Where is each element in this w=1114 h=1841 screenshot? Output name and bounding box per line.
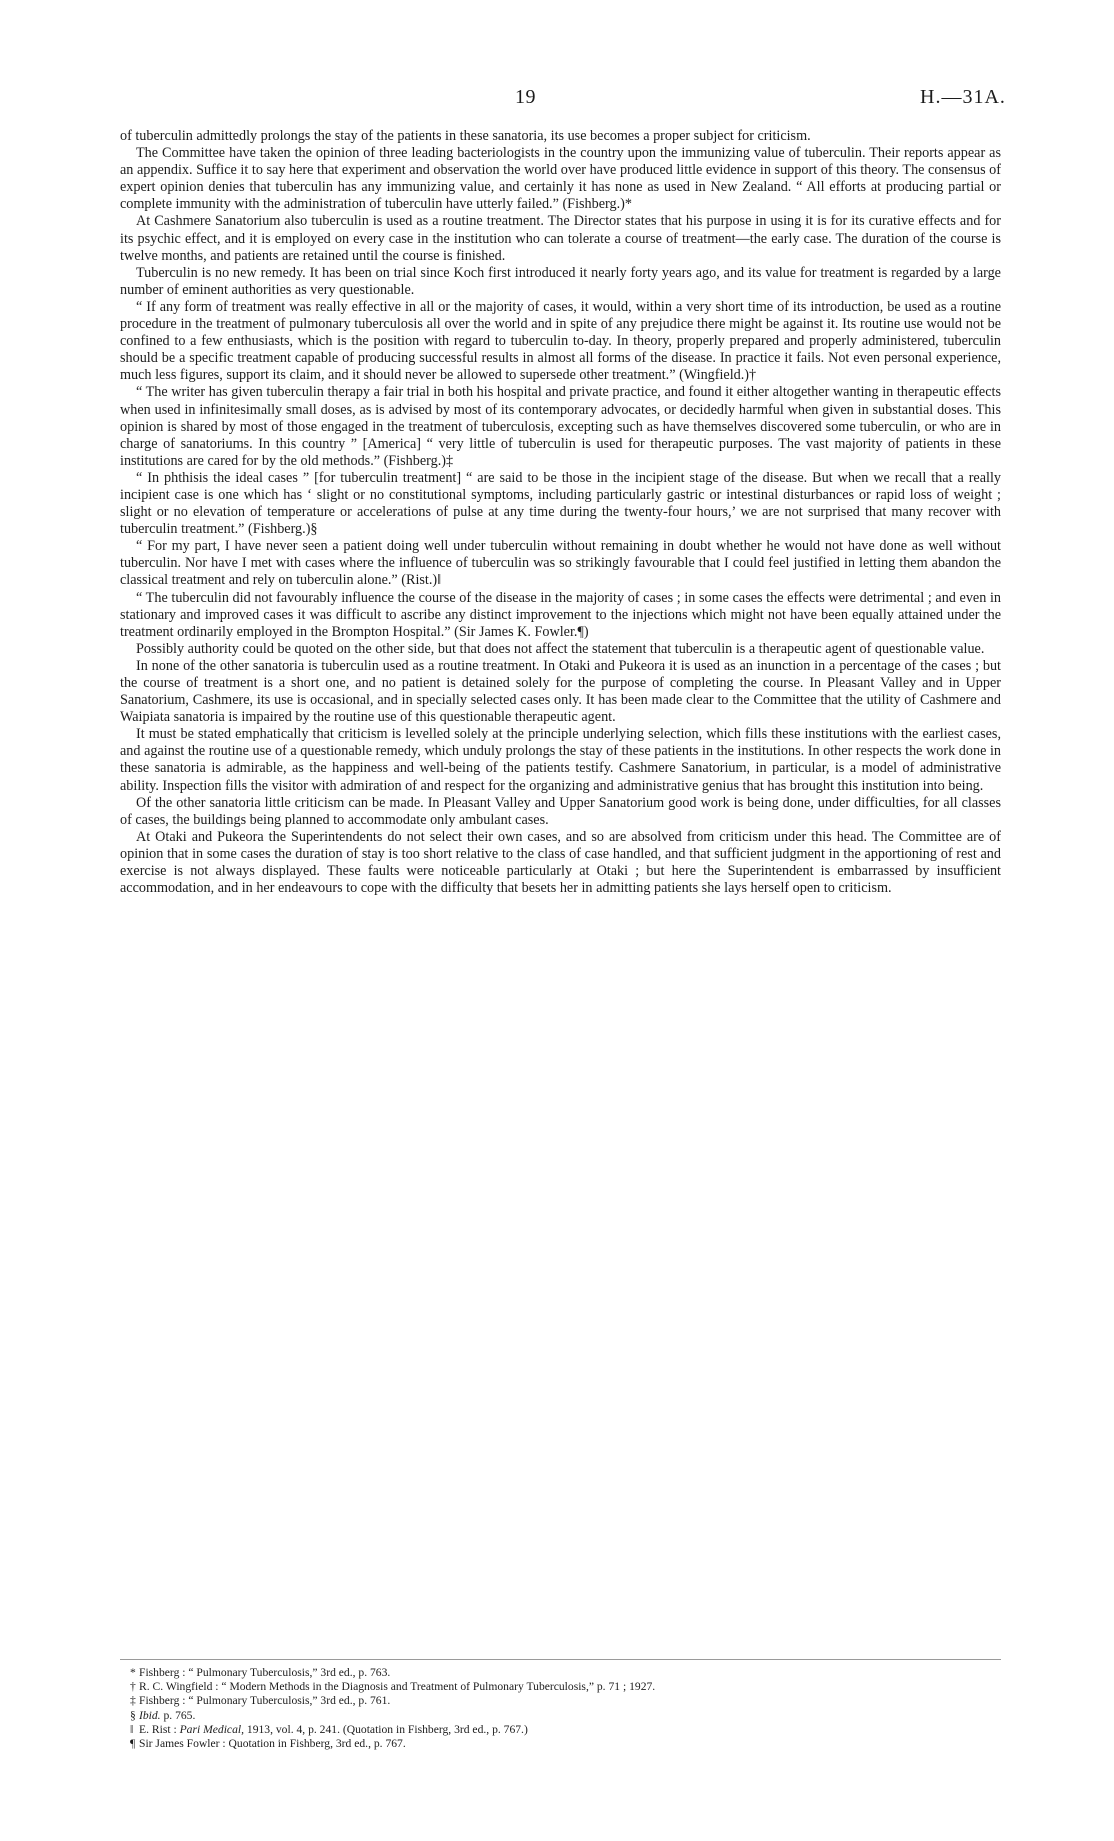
footnotes xyxy=(130,1666,1000,1751)
footnote-mark: * xyxy=(130,1666,136,1679)
paragraph: Tuberculin is no new remedy. It has been on trial since Koch first introduced it nearly forty years ago, and its value for treatment is regarded by a large number of eminent authorities as very questionable. xyxy=(120,264,1001,298)
quotation-paragraph: “ If any form of treatment was really effective in all or the majority of cases, it would, within a very short time of its introduction, be used as a routine procedure in the treatment of pulmonary tuberculosis all over the world and in spite of any prejudice there might be against it. Its routine use would not be confined to a few enthusiasts, which is the position with regard to tuberculin to-day. In theory, properly prepared and properly administered, tuberculin should be a specific treatment capable of producing successful results in almost all forms of the disease. In practice it fails. Not even personal experience, much less figures, support its claim, and it should never be allowed to supersede other treatment.” (Wingfield.)† xyxy=(120,298,1001,384)
quotation-paragraph: “ In phthisis the ideal cases ” [for tuberculin treatment] “ are said to be those in the incipient stage of the disease. But when we recall that a really incipient case is one which has ‘ slight or no constitutional symptoms, including particularly gastric or intestinal disturbances or rapid loss of weight ; slight or no elevation of temperature or accelerations of pulse at any time during the twenty-four hours,’ we are not surprised that many recover with tuberculin treatment.” (Fishberg.)§ xyxy=(120,469,1001,538)
quotation-paragraph: “ For my part, I have never seen a patient doing well under tuberculin without remaining in doubt whether he would not have done as well without tuberculin. Nor have I met with cases where the influence of tuberculin was so strikingly favourable that I could feel justified in letting them abandon the classical treatment and rely on tuberculin alone.” (Rist.)‖ xyxy=(120,538,1001,589)
footnote-divider xyxy=(120,1659,1001,1660)
footnote xyxy=(130,1709,1000,1723)
footnote-mark: § xyxy=(130,1708,136,1722)
footnote-italic: Ibid. xyxy=(139,1708,161,1722)
footnote xyxy=(130,1737,1000,1751)
footnote-mark: ¶ xyxy=(130,1737,136,1751)
paragraph: At Cashmere Sanatorium also tuberculin is used as a routine treatment. The Director states that his purpose in using it is for its curative effects and for its psychic effect, and it is employed on every case in the institution who can tolerate a course of treatment—the early case. The duration of the course is twelve months, and patients are retained until the course is finished. xyxy=(120,213,1001,264)
paragraph: of tuberculin admittedly prolongs the stay of the patients in these sanatoria, its use becomes a proper subject for criticism. xyxy=(120,128,811,144)
footnote-text: Fishberg : “ Pulmonary Tuberculosis,” 3rd ed., p. 763. xyxy=(139,1666,391,1679)
quotation-paragraph: “ The writer has given tuberculin therapy a fair trial in both his hospital and private practice, and found it either altogether wanting in therapeutic effects when used in infinitesimally small doses, as is advised by most of its contemporary advocates, or decidedly harmful when given in substantial doses. This opinion is shared by most of those engaged in the treatment of tuberculosis, excepting such as have themselves discovered some tuberculin, or who are in charge of sanatoriums. In this country ” [America] “ very little of tuberculin is used for therapeutic purposes. The vast majority of patients in these institutions are cared for by the old methods.” (Fishberg.)‡ xyxy=(120,384,1001,469)
footnote-text: R. C. Wingfield : “ Modern Methods in the Diagnosis and Treatment of Pulmonary Tuberculosis,” p. 71 ; 1927. xyxy=(139,1680,656,1694)
paragraph: Possibly authority could be quoted on the other side, but that does not affect the statement that tuberculin is a therapeutic agent of questionable value. xyxy=(136,640,985,657)
page-number: 19 xyxy=(515,86,536,108)
footnote xyxy=(130,1666,1000,1680)
footnote-italic: Pari Medical, xyxy=(179,1722,244,1736)
footnote-text: 1913, vol. 4, p. 241. (Quotation in Fishberg, 3rd ed., p. 767.) xyxy=(244,1722,528,1736)
paragraph: In none of the other sanatoria is tuberculin used as a routine treatment. In Otaki and Pukeora it is used as an inunction in a percentage of the cases ; but the course of treatment is a short one, and no patient is detained solely for the purpose of completing the course. In Pleasant Valley and in Upper Sanatorium, Cashmere, its use is occasional, and in specially selected cases only. It has been made clear to the Committee that the utility of Cashmere and Waipiata sanatoria is impaired by the routine use of this questionable therapeutic agent. xyxy=(120,657,1001,726)
footnote-text: E. Rist : xyxy=(139,1722,180,1736)
paragraph: The Committee have taken the opinion of three leading bacteriologists in the country upon the immunizing value of tuberculin. Their reports appear as an appendix. Suffice it to say here that experiment and observation the world over have produced little evidence in support of this theory. The consensus of expert opinion denies that tuberculin has any immunizing value, and certainly it has none as used in New Zealand. “ All efforts at producing partial or complete immunity with the administration of tuberculin have utterly failed.” (Fishberg.)* xyxy=(120,145,1001,213)
footnote-mark: ‡ xyxy=(130,1694,136,1708)
page-header xyxy=(0,86,1114,116)
paragraph: It must be stated emphatically that criticism is levelled solely at the principle underlying selection, which fills these institutions with the earliest cases, and against the routine use of a questionable remedy, which unduly prolongs the stay of these patients in the institutions. In other respects the work done in these sanatoria is admirable, as the happiness and well-being of the patients testify. Cashmere Sanatorium, in particular, is a model of administrative ability. Inspection fills the visitor with admiration of and respect for the organizing and administrative genius that has brought this institution into being. xyxy=(120,726,1001,794)
footnote-text: Fishberg : “ Pulmonary Tuberculosis,” 3rd ed., p. 761. xyxy=(139,1694,391,1708)
footnote-text: Sir James Fowler : Quotation in Fishberg, 3rd ed., p. 767. xyxy=(139,1737,406,1751)
footnote xyxy=(130,1723,1000,1737)
quotation-paragraph: “ The tuberculin did not favourably influence the course of the disease in the majority of cases ; in some cases the effects were detrimental ; and even in stationary and improved cases it was difficult to ascribe any distinct improvement to the injections which might not have been equally attained under the treatment ordinarily employed in the Brompton Hospital.” (Sir James K. Fowler.¶) xyxy=(120,589,1001,640)
footnote-mark: † xyxy=(130,1680,136,1694)
footnote xyxy=(130,1680,1000,1694)
footnote-mark: ‖ xyxy=(130,1722,134,1736)
document-reference: H.—31A. xyxy=(920,86,1006,108)
report-body xyxy=(120,128,1001,897)
paragraph: Of the other sanatoria little criticism can be made. In Pleasant Valley and Upper Sanatorium good work is being done, under difficulties, for all classes of cases, the buildings being planned to accommodate only ambulant cases. xyxy=(120,794,1001,828)
paragraph: At Otaki and Pukeora the Superintendents do not select their own cases, and so are absolved from criticism under this head. The Committee are of opinion that in some cases the duration of stay is too short relative to the class of case handled, and that sufficient judgment in the apportioning of rest and exercise is not always displayed. These faults were noticeable particularly at Otaki ; but here the Superintendent is embarrassed by insufficient accommodation, and in her endeavours to cope with the difficulty that besets her in admitting patients she lays herself open to criticism. xyxy=(120,828,1001,897)
footnote-text: p. 765. xyxy=(160,1708,196,1722)
footnote xyxy=(130,1694,1000,1708)
